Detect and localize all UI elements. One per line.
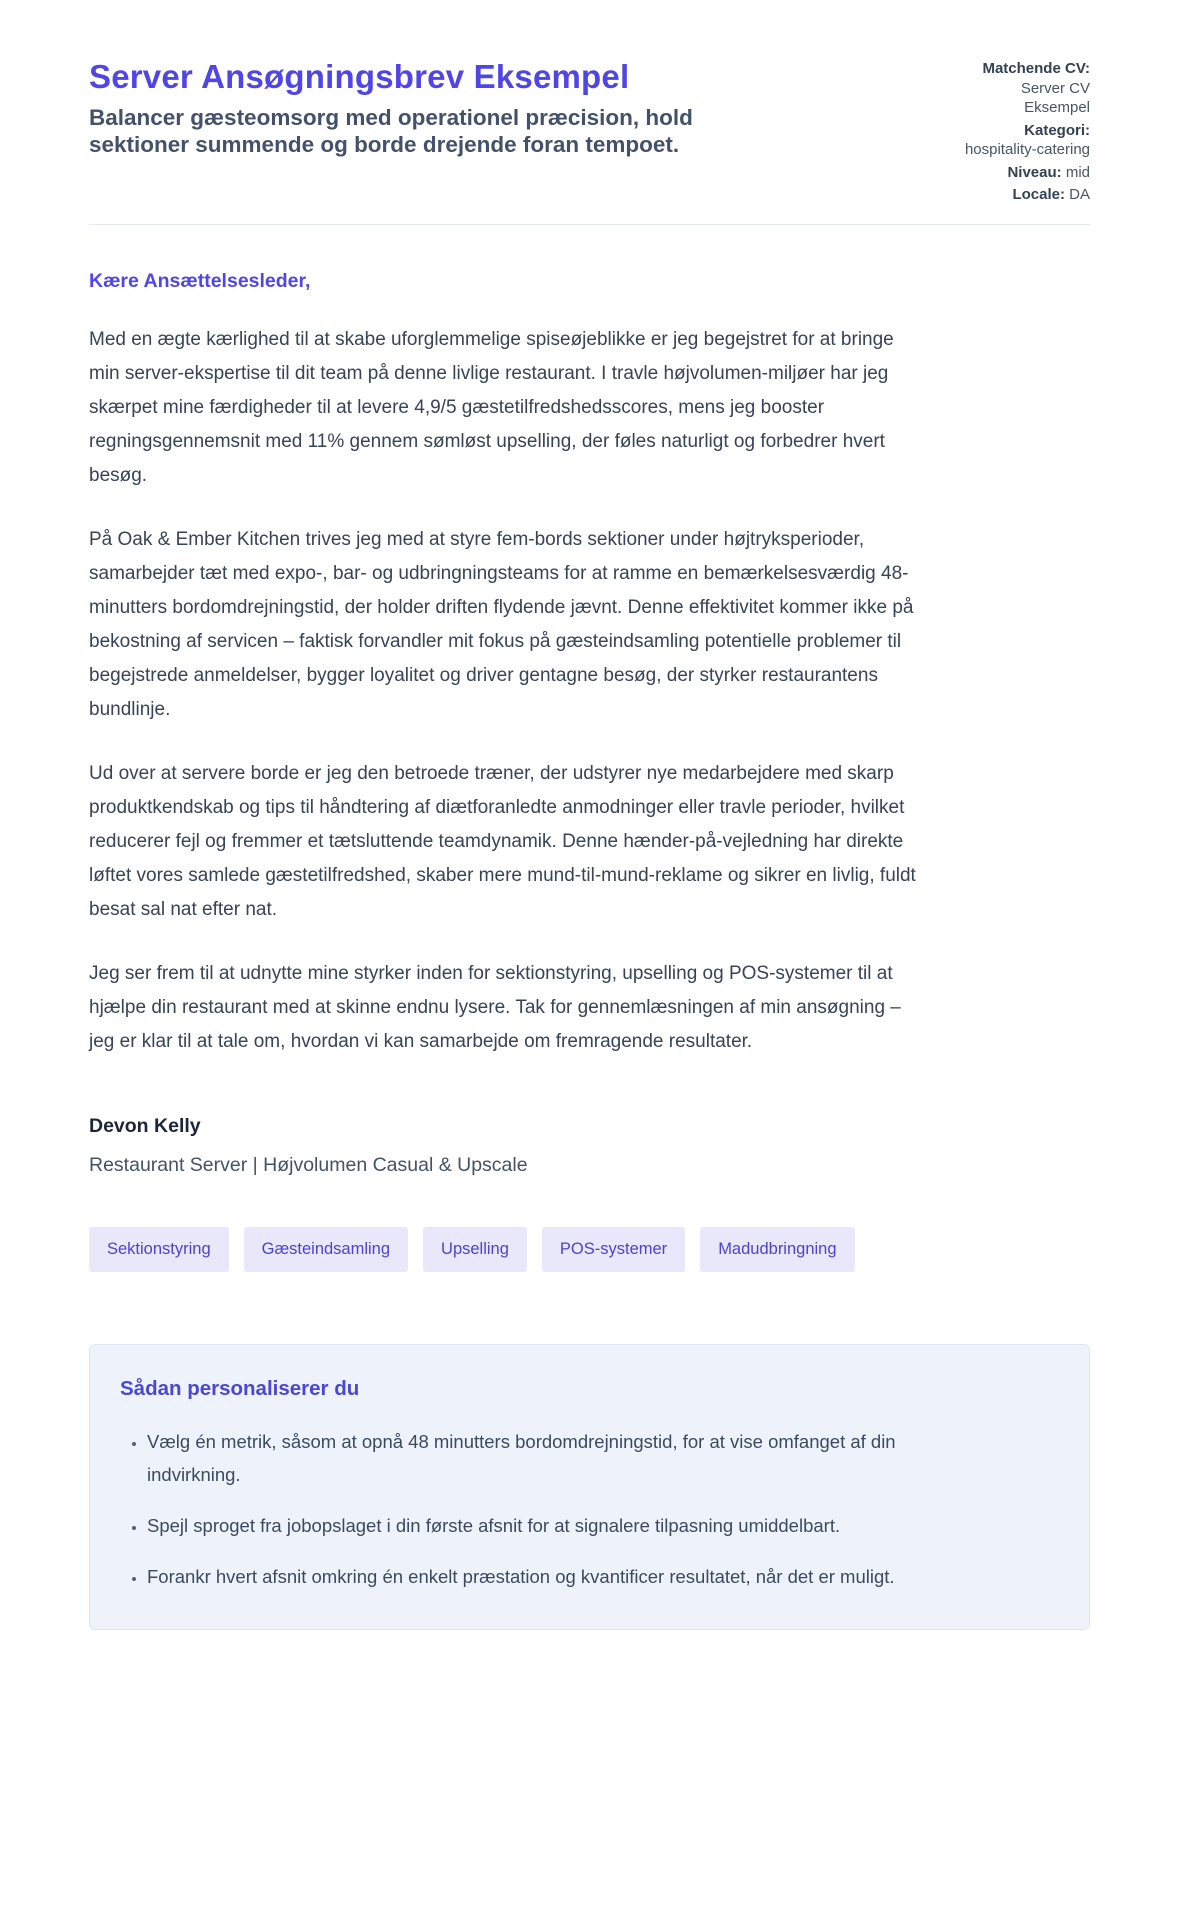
callout-bullet-3: • Forankr hvert afsnit omkring én enkelt præstation og kvantificer resultatet, når det er muligt. <box>147 1560 937 1593</box>
meta-level-label: Niveau: <box>1007 163 1062 181</box>
skill-tag-upselling: Upselling <box>423 1227 527 1273</box>
meta-level <box>960 163 1090 183</box>
meta-panel <box>960 59 1090 208</box>
meta-locale <box>960 185 1090 205</box>
letter-paragraph-3: Ud over at servere borde er jeg den betroede træner, der udstyrer nye medarbejdere med skarp produktkendskab og tips til håndtering af diætforanledte anmodninger eller travle perioder, hvilket reducerer fejl og fremmer et tætsluttende teamdynamik. Denne hænder-på-vejledning har direkte løftet vores samlede gæstetilfredshed, skaber mere mund-til-mund-reklame og sikrer en livlig, fuldt besat sal nat efter nat. <box>89 762 916 920</box>
header-titles <box>89 57 709 158</box>
letter-paragraph-4: Jeg ser frem til at udnytte mine styrker inden for sektionstyring, upselling og POS-systemer til at hjælpe din restaurant med at skinne endnu lysere. Tak for gennemlæsningen af min ansøgning – jeg er klar til at tale om, hvordan vi kan samarbejde om fremragende resultater. <box>89 962 901 1052</box>
page-title: Server Ansøgningsbrev Eksempel <box>89 58 630 95</box>
greeting: Kære Ansættelsesleder, <box>89 269 311 292</box>
skill-tag-pos-systemer: POS-systemer <box>542 1227 685 1273</box>
cover-letter-page <box>89 0 1090 1630</box>
header <box>89 57 1090 208</box>
callout-bullet-2: • Spejl sproget fra jobopslaget i din første afsnit for at signalere tilpasning umiddelbart. <box>147 1509 937 1542</box>
letter-body <box>89 270 1090 1177</box>
meta-level-value: mid <box>1065 163 1090 181</box>
meta-locale-value: DA <box>1069 186 1090 203</box>
meta-matching-cv-label: Matchende CV: <box>982 60 1090 77</box>
meta-category-value: hospitality-catering <box>964 141 1090 158</box>
skill-tag-sektionstyring: Sektionstyring <box>89 1227 229 1273</box>
letter-paragraph-2: På Oak & Ember Kitchen trives jeg med at styre fem-bords sektioner under højtryksperioder, samarbejder tæt med expo-, bar- og udbringningsteams for at ramme en bemærkelsesværdig 48-minutters bordomdrejningstid, der holder driften flydende jævnt. Denne effektivitet kommer ikke på bekostning af servicen – faktisk forvandler mit fokus på gæsteindsamling potentielle problemer til begejstrede anmeldelser, bygger loyalitet og driver gentagne besøg, der styrker restaurantens bundlinje. <box>89 528 914 720</box>
signature-title: Restaurant Server | Højvolumen Casual & Upscale <box>89 1153 528 1176</box>
letter-paragraph-1: Med en ægte kærlighed til at skabe uforglemmelige spiseøjeblikke er jeg begejstret for at bringe min server-ekspertise til dit team på denne livlige restaurant. I travle højvolumen-miljøer har jeg skærpet mine færdigheder til at levere 4,9/5 gæstetilfredshedsscores, mens jeg booster regningsgennemsnit med 11% gennem sømløst upselling, der føles naturligt og forbedrer hvert besøg. <box>89 328 894 486</box>
personalization-callout <box>89 1344 1090 1630</box>
page-subtitle: Balancer gæsteomsorg med operationel præcision, hold sektioner summende og borde drejende foran tempoet. <box>89 105 693 157</box>
skill-tags <box>89 1227 1090 1273</box>
callout-bullet-1: • Vælg én metrik, såsom at opnå 48 minutters bordomdrejningstid, for at vise omfanget af din indvirkning. <box>147 1425 937 1491</box>
meta-category-label: Kategori: <box>1024 121 1090 139</box>
skill-tag-madudbringning: Madudbringning <box>700 1227 854 1273</box>
signature-name: Devon Kelly <box>89 1114 201 1137</box>
meta-locale-label: Locale: <box>1012 186 1065 203</box>
callout-title: Sådan personaliserer du <box>120 1377 360 1400</box>
callout-list <box>120 1425 1059 1593</box>
skill-tag-gaesteindsamling: Gæsteindsamling <box>244 1227 408 1273</box>
meta-matching-cv <box>960 59 1090 118</box>
header-divider <box>89 224 1090 225</box>
meta-category <box>960 121 1090 160</box>
meta-matching-cv-value: Server CV Eksempel <box>1020 79 1090 116</box>
